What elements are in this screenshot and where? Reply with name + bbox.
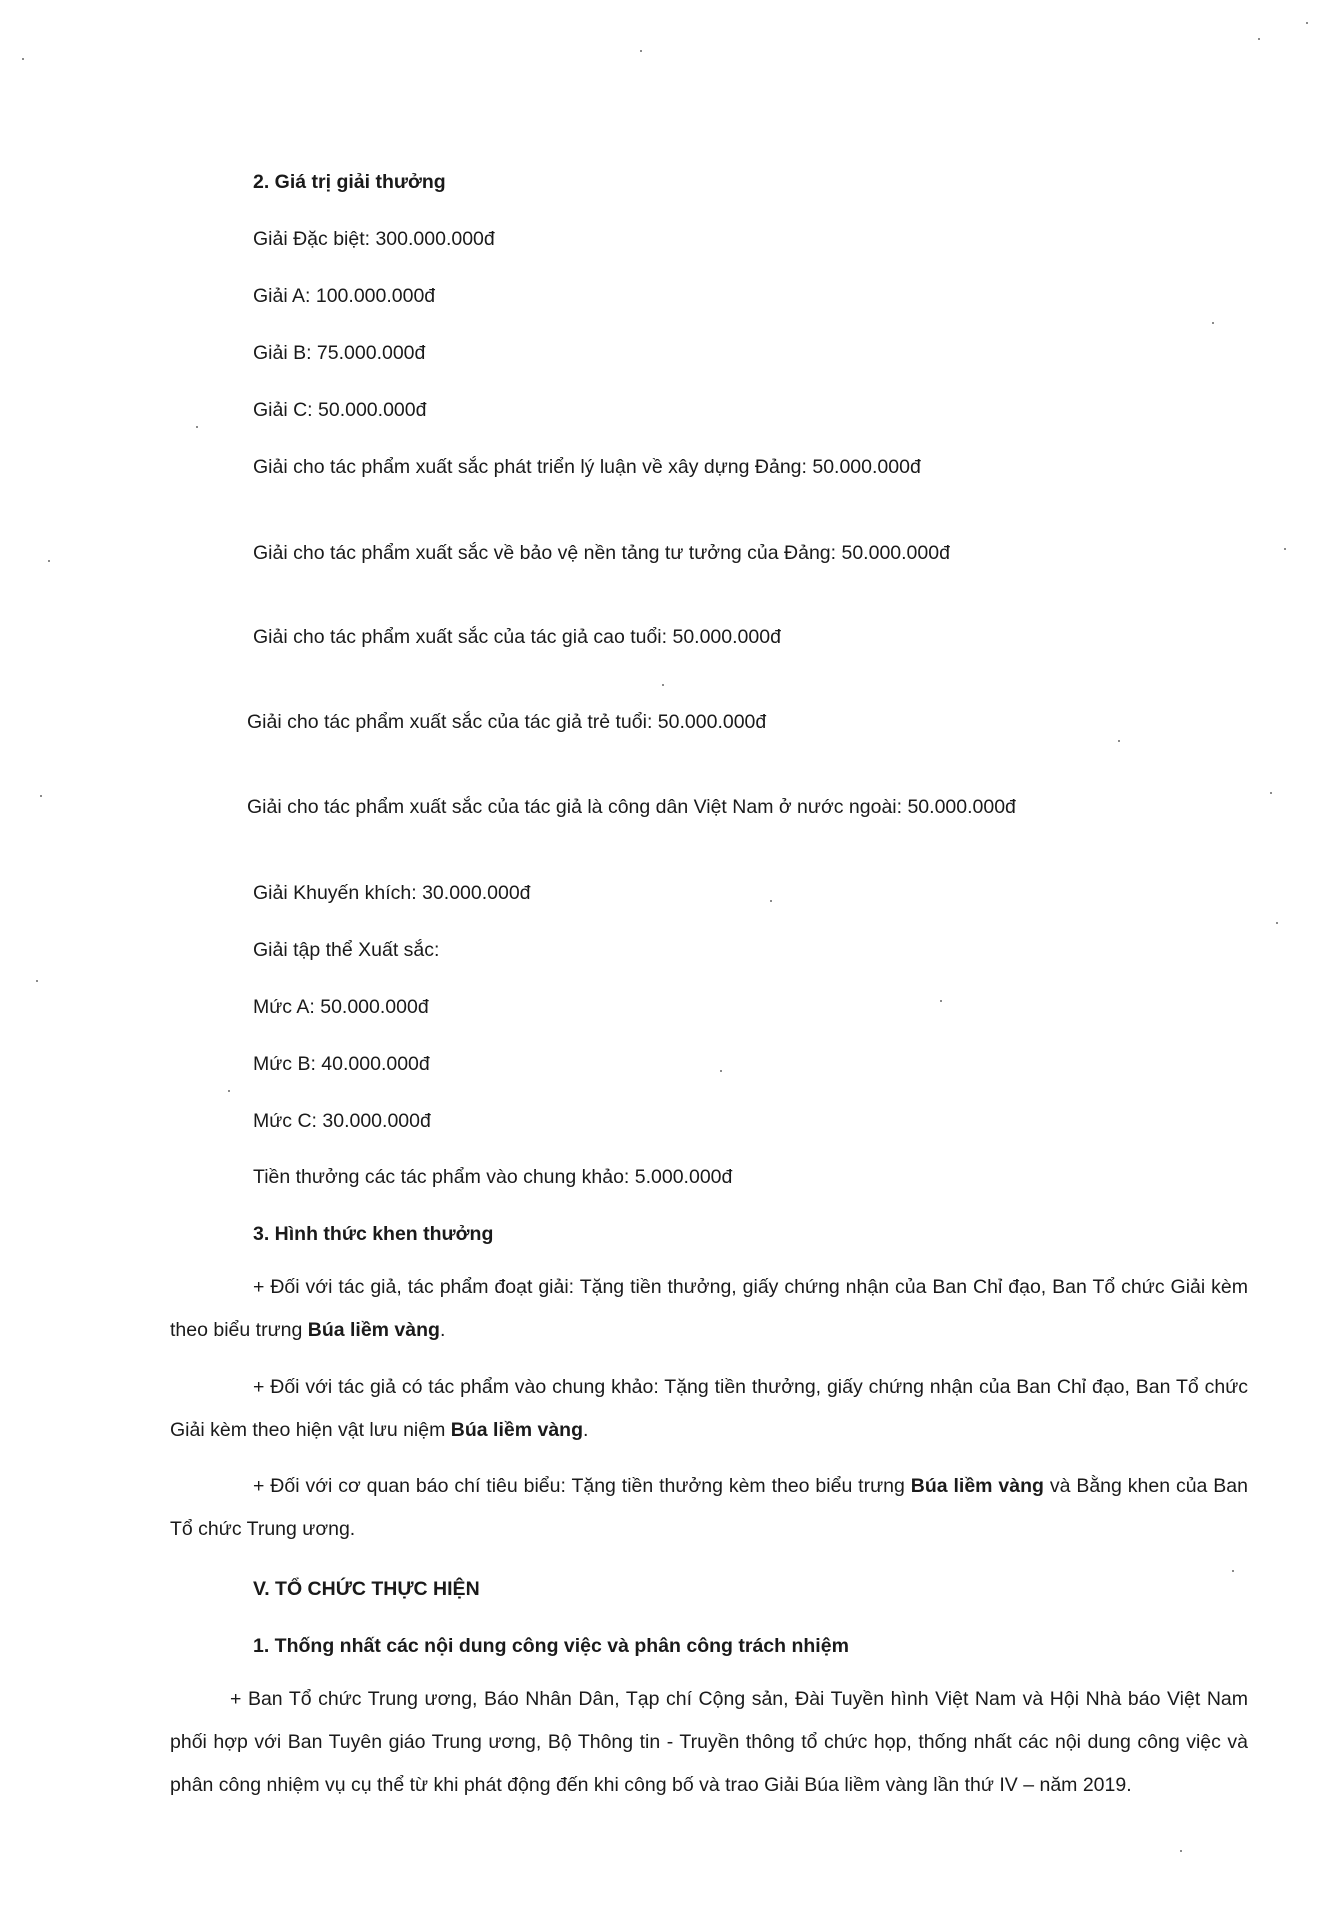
- scan-speck: [1284, 548, 1286, 550]
- scan-speck: [228, 1090, 230, 1092]
- award-form-bold: Búa liềm vàng: [450, 1419, 583, 1441]
- scan-speck: [1180, 1850, 1182, 1852]
- collective-level-a: Mức A: 50.000.000đ: [253, 996, 429, 1018]
- award-form-text-end: .: [439, 1319, 446, 1341]
- prize-overseas-author: Giải cho tác phẩm xuất sắc của tác giả là công dân Việt Nam ở nước ngoài: 50.000.000đ: [247, 796, 1016, 818]
- section-5-1-title: 1. Thống nhất các nội dung công việc và phân công trách nhiệm: [253, 1635, 849, 1657]
- scan-speck: [22, 58, 24, 60]
- award-form-paragraph-2: [170, 1366, 1248, 1452]
- scan-speck: [720, 1070, 722, 1072]
- prize-party-theory: Giải cho tác phẩm xuất sắc phát triển lý luận về xây dựng Đảng: 50.000.000đ: [253, 456, 921, 478]
- section-2-title: 2. Giá trị giải thưởng: [253, 171, 446, 193]
- prize-c: Giải C: 50.000.000đ: [253, 399, 427, 421]
- award-form-text: + Đối với cơ quan báo chí tiêu biểu: Tặng tiền thưởng kèm theo biểu trưng: [253, 1475, 911, 1497]
- award-form-text: + Đối với tác giả, tác phẩm đoạt giải: Tặng tiền thưởng, giấy chứng nhận của Ban Chỉ đạo, Ban Tổ chức Giải kèm theo biểu trưng: [170, 1276, 1248, 1341]
- award-form-paragraph-3: [170, 1465, 1248, 1551]
- section-3-title: 3. Hình thức khen thưởng: [253, 1223, 494, 1245]
- prize-young-author: Giải cho tác phẩm xuất sắc của tác giả trẻ tuổi: 50.000.000đ: [247, 711, 767, 733]
- prize-collective: Giải tập thể Xuất sắc:: [253, 939, 440, 961]
- prize-elderly-author: Giải cho tác phẩm xuất sắc của tác giả cao tuổi: 50.000.000đ: [253, 626, 781, 648]
- scan-speck: [48, 560, 50, 562]
- scan-speck: [940, 1000, 942, 1002]
- scan-speck: [1258, 38, 1260, 40]
- scan-speck: [1118, 740, 1120, 742]
- scan-speck: [640, 50, 642, 52]
- prize-encouragement: Giải Khuyến khích: 30.000.000đ: [253, 882, 531, 904]
- award-form-bold: Búa liềm vàng: [910, 1475, 1044, 1497]
- award-form-paragraph-1: [170, 1266, 1248, 1352]
- award-form-text-end: .: [583, 1419, 589, 1441]
- scan-speck: [1276, 922, 1278, 924]
- prize-special: Giải Đặc biệt: 300.000.000đ: [253, 228, 495, 250]
- award-form-text: + Đối với tác giả có tác phẩm vào chung khảo: Tặng tiền thưởng, giấy chứng nhận của Ban Chỉ đạo, Ban Tổ chức Giải kèm theo hiện vật lưu niệm: [170, 1376, 1248, 1441]
- scan-speck: [770, 900, 772, 902]
- scan-speck: [1306, 22, 1308, 24]
- prize-b: Giải B: 75.000.000đ: [253, 342, 426, 364]
- prize-ideology-protection: Giải cho tác phẩm xuất sắc về bảo vệ nền tảng tư tưởng của Đảng: 50.000.000đ: [253, 542, 950, 564]
- collective-level-b: Mức B: 40.000.000đ: [253, 1053, 430, 1075]
- collective-level-c: Mức C: 30.000.000đ: [253, 1110, 431, 1132]
- prize-final-round: Tiền thưởng các tác phẩm vào chung khảo: 5.000.000đ: [253, 1166, 733, 1188]
- scan-speck: [662, 684, 664, 686]
- section-5-title: V. TỔ CHỨC THỰC HIỆN: [253, 1578, 480, 1600]
- scan-speck: [1232, 1570, 1234, 1572]
- award-form-bold: Búa liềm vàng: [307, 1319, 440, 1341]
- scan-speck: [1270, 792, 1272, 794]
- prize-a: Giải A: 100.000.000đ: [253, 285, 436, 307]
- scan-speck: [196, 426, 198, 428]
- section-5-1-paragraph: + Ban Tổ chức Trung ương, Báo Nhân Dân, Tạp chí Cộng sản, Đài Tuyền hình Việt Nam và Hội Nhà báo Việt Nam phối hợp với Ban Tuyên giáo Trung ương, Bộ Thông tin - Truyền thông tổ chức họp, thống nhất các nội dung công việc và phân công nhiệm vụ cụ thể từ khi phát động đến khi công bố và trao Giải Búa liềm vàng lần thứ IV – năm 2019.: [170, 1688, 1248, 1796]
- award-form-text-end: và Bằng khen của Ban Tổ chức Trung ương.: [170, 1475, 1248, 1540]
- scan-speck: [40, 795, 42, 797]
- scan-speck: [1212, 322, 1214, 324]
- scan-speck: [36, 980, 38, 982]
